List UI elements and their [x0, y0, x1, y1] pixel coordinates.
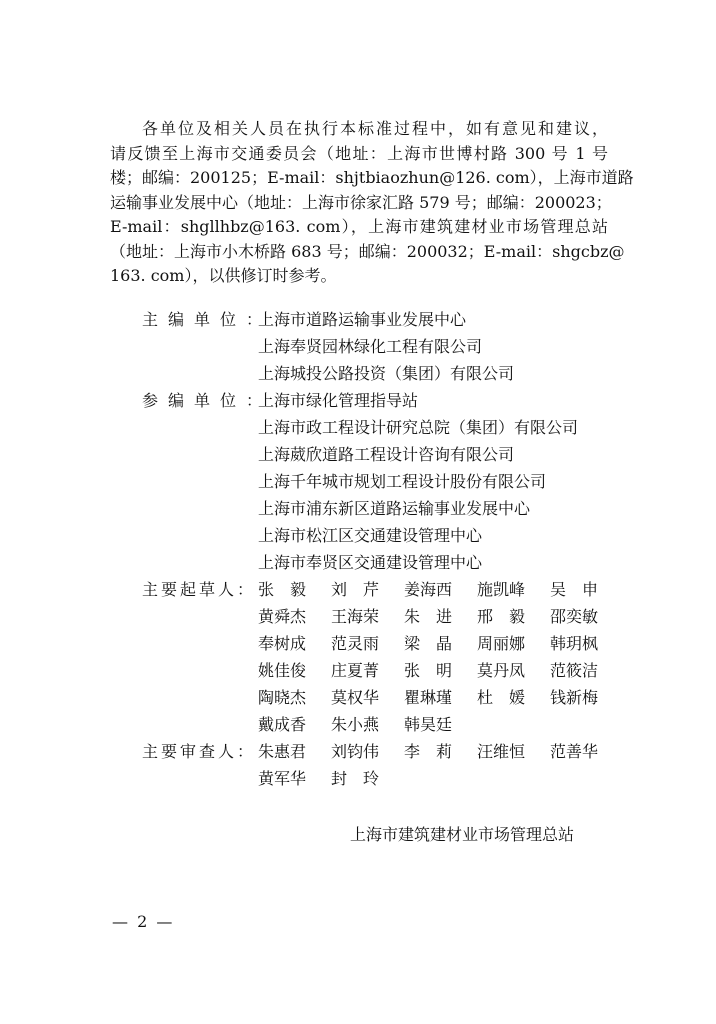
drafter-name: 施凯峰 [477, 580, 526, 599]
reviewer-name: 黄军华 [258, 769, 307, 788]
drafter-name: 刘 芹 [331, 580, 380, 599]
participating-unit-item: 上海市绿化管理指导站 [258, 391, 419, 410]
participating-unit-item: 上海市政工程设计研究总院（集团）有限公司 [258, 418, 579, 437]
drafter-name: 朱 进 [404, 607, 453, 626]
drafter-name: 戴成香 [258, 715, 307, 734]
drafter-name: 莫权华 [331, 688, 380, 707]
chief-unit-item: 上海市道路运输事业发展中心 [258, 310, 467, 329]
participating-units-label [142, 387, 273, 414]
paragraph-line: 各单位及相关人员在执行本标准过程中，如有意见和建议， [142, 119, 608, 138]
drafter-name: 钱新梅 [550, 688, 599, 707]
drafter-name: 张 明 [404, 661, 453, 680]
drafter-name: 周丽娜 [477, 634, 526, 653]
chief-unit-item: 上海城投公路投资（集团）有限公司 [258, 364, 515, 383]
paragraph-line: （地址：上海市小木桥路 683 号；邮编：200032；E-mail：shgcbz@ [110, 241, 625, 261]
reviewer-name: 封 玲 [331, 769, 380, 788]
drafter-name: 吴 申 [550, 580, 599, 599]
reviewer-name: 范善华 [550, 742, 599, 761]
drafter-name: 杜 媛 [477, 688, 526, 707]
chief-unit-item: 上海奉贤园林绿化工程有限公司 [258, 337, 483, 356]
reviewer-name: 李 莉 [404, 742, 453, 761]
paragraph-line: 楼；邮编：200125；E-mail：shjtbiaozhun@126. com），上海市道路 [110, 168, 634, 187]
drafter-name: 梁 晶 [404, 634, 453, 653]
label-text: 参编单位： [142, 391, 273, 410]
participating-unit-item: 上海市浦东新区道路运输事业发展中心 [258, 499, 531, 518]
main-reviewers-section [142, 738, 623, 792]
drafter-name: 奉树成 [258, 634, 307, 653]
main-drafters-section [142, 576, 623, 738]
issuing-organization: 上海市建筑建材业市场管理总站 [350, 825, 575, 844]
drafter-name: 庄夏菁 [331, 661, 380, 680]
drafter-name: 韩玥枫 [550, 634, 599, 653]
chief-units-section [142, 306, 514, 387]
drafter-name: 陶晓杰 [258, 688, 307, 707]
participating-unit-item: 上海千年城市规划工程设计股份有限公司 [258, 472, 547, 491]
drafter-name: 王海荣 [331, 607, 380, 626]
reviewer-name: 朱惠君 [258, 742, 307, 761]
drafter-name: 范筱洁 [550, 661, 599, 680]
participating-unit-item: 上海市松江区交通建设管理中心 [258, 526, 483, 545]
participating-units-section [142, 387, 578, 576]
reviewer-name: 刘钧伟 [331, 742, 380, 761]
drafter-name: 姜海西 [404, 580, 453, 599]
drafter-name: 邢 毅 [477, 607, 526, 626]
drafter-name: 姚佳俊 [258, 661, 307, 680]
drafter-name: 张 毅 [258, 580, 307, 599]
drafter-name: 韩昊廷 [404, 715, 453, 734]
main-reviewers-label [142, 738, 258, 765]
feedback-paragraph [110, 117, 634, 289]
paragraph-line: 请反馈至上海市交通委员会（地址：上海市世博村路 300 号 1 号 [110, 143, 608, 163]
paragraph-line: 运输事业发展中心（地址：上海市徐家汇路 579 号；邮编：200023； [110, 192, 612, 212]
drafter-name: 莫丹凤 [477, 661, 526, 680]
label-text: 主要审查人： [142, 742, 257, 761]
reviewer-name: 汪维恒 [477, 742, 526, 761]
page-number: — 2 — [112, 912, 175, 931]
paragraph-line: E-mail：shgllhbz@163. com），上海市建筑建材业市场管理总站 [110, 217, 608, 236]
chief-units-label [142, 306, 273, 333]
drafter-name: 朱小燕 [331, 715, 380, 734]
participating-unit-item: 上海市奉贤区交通建设管理中心 [258, 553, 483, 572]
drafter-name: 范灵雨 [331, 634, 380, 653]
main-drafters-label [142, 576, 258, 603]
label-text: 主编单位： [142, 310, 273, 329]
paragraph-line: 163. com），以供修订时参考。 [110, 266, 337, 285]
drafter-name: 邵奕敏 [550, 607, 599, 626]
participating-unit-item: 上海葳欣道路工程设计咨询有限公司 [258, 445, 515, 464]
drafter-name: 瞿琳瑾 [404, 688, 453, 707]
label-text: 主要起草人： [142, 580, 257, 599]
drafter-name: 黄舜杰 [258, 607, 307, 626]
